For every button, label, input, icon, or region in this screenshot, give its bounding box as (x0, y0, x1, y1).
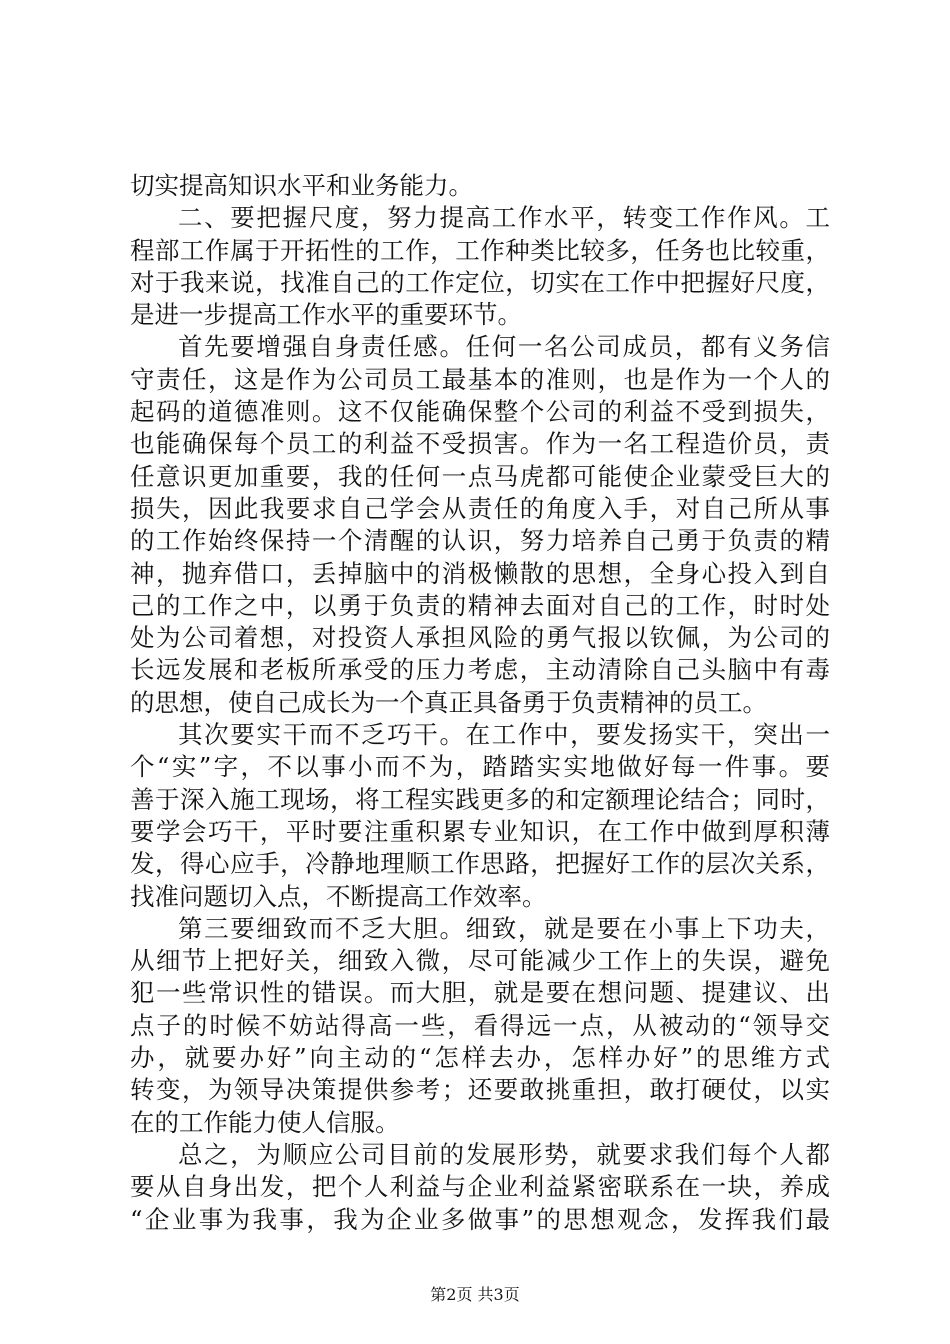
text-line: 己的工作之中，以勇于负责的精神去面对自己的工作，时时处 (130, 590, 830, 620)
text-line: 起码的道德准则。这不仅能确保整个公司的利益不受到损失， (130, 397, 830, 427)
text-line: 第三要细致而不乏大胆。细致，就是要在小事上下功夫， (178, 913, 830, 943)
text-line: 其次要实干而不乏巧干。在工作中，要发扬实干，突出一 (178, 720, 830, 750)
text-line: 二、要把握尺度，努力提高工作水平，转变工作作风。工 (178, 203, 830, 233)
text-line: 神，抛弃借口，丢掉脑中的消极懒散的思想，全身心投入到自 (130, 558, 830, 588)
text-line: 的思想，使自己成长为一个真正具备勇于负责精神的员工。 (130, 687, 767, 717)
text-line: 找准问题切入点，不断提高工作效率。 (130, 881, 547, 911)
text-line: 损失，因此我要求自己学会从责任的角度入手，对自己所从事 (130, 493, 830, 523)
text-line: 善于深入施工现场，将工程实践更多的和定额理论结合；同时， (130, 784, 830, 814)
text-line: 办，就要办好”向主动的“怎样去办，怎样办好”的思维方式 (130, 1043, 830, 1073)
text-line: 要从自身出发，把个人利益与企业利益紧密联系在一块，养成 (130, 1172, 830, 1202)
text-line: 对于我来说，找准自己的工作定位，切实在工作中把握好尺度， (130, 267, 830, 297)
text-line: “企业事为我事，我为企业多做事”的思想观念，发挥我们最 (130, 1204, 830, 1234)
text-line: 是进一步提高工作水平的重要环节。 (130, 300, 522, 330)
text-line: 的工作始终保持一个清醒的认识，努力培养自己勇于负责的精 (130, 526, 830, 556)
text-line: 处为公司着想，对投资人承担风险的勇气报以钦佩，为公司的 (130, 623, 830, 653)
text-line: 点子的时候不妨站得高一些，看得远一点，从被动的“领导交 (130, 1010, 830, 1040)
text-line: 任意识更加重要，我的任何一点马虎都可能使企业蒙受巨大的 (130, 461, 830, 491)
text-line: 从细节上把好关，细致入微，尽可能减少工作上的失误，避免 (130, 946, 830, 976)
text-line: 也能确保每个员工的利益不受损害。作为一名工程造价员，责 (130, 429, 830, 459)
text-line: 要学会巧干，平时要注重积累专业知识，在工作中做到厚积薄 (130, 816, 830, 846)
text-line: 长远发展和老板所承受的压力考虑，主动清除自己头脑中有毒 (130, 655, 830, 685)
text-line: 守责任，这是作为公司员工最基本的准则，也是作为一个人的 (130, 364, 830, 394)
text-line: 个“实”字，不以事小而不为，踏踏实实地做好每一件事。要 (130, 752, 830, 782)
text-line: 总之，为顺应公司目前的发展形势，就要求我们每个人都 (178, 1139, 830, 1169)
text-line: 程部工作属于开拓性的工作，工作种类比较多，任务也比较重， (130, 235, 830, 265)
text-line: 切实提高知识水平和业务能力。 (130, 171, 473, 200)
page-footer: 第2页 共3页 (430, 1285, 520, 1304)
text-line: 犯一些常识性的错误。而大胆，就是要在想问题、提建议、出 (130, 978, 830, 1008)
text-line: 转变，为领导决策提供参考；还要敢挑重担，敢打硬仗，以实 (130, 1075, 830, 1105)
text-line: 发，得心应手，冷静地理顺工作思路，把握好工作的层次关系， (130, 849, 830, 879)
text-line: 在的工作能力使人信服。 (130, 1107, 400, 1137)
text-line: 首先要增强自身责任感。任何一名公司成员，都有义务信 (178, 332, 830, 362)
body-text (130, 170, 830, 1236)
